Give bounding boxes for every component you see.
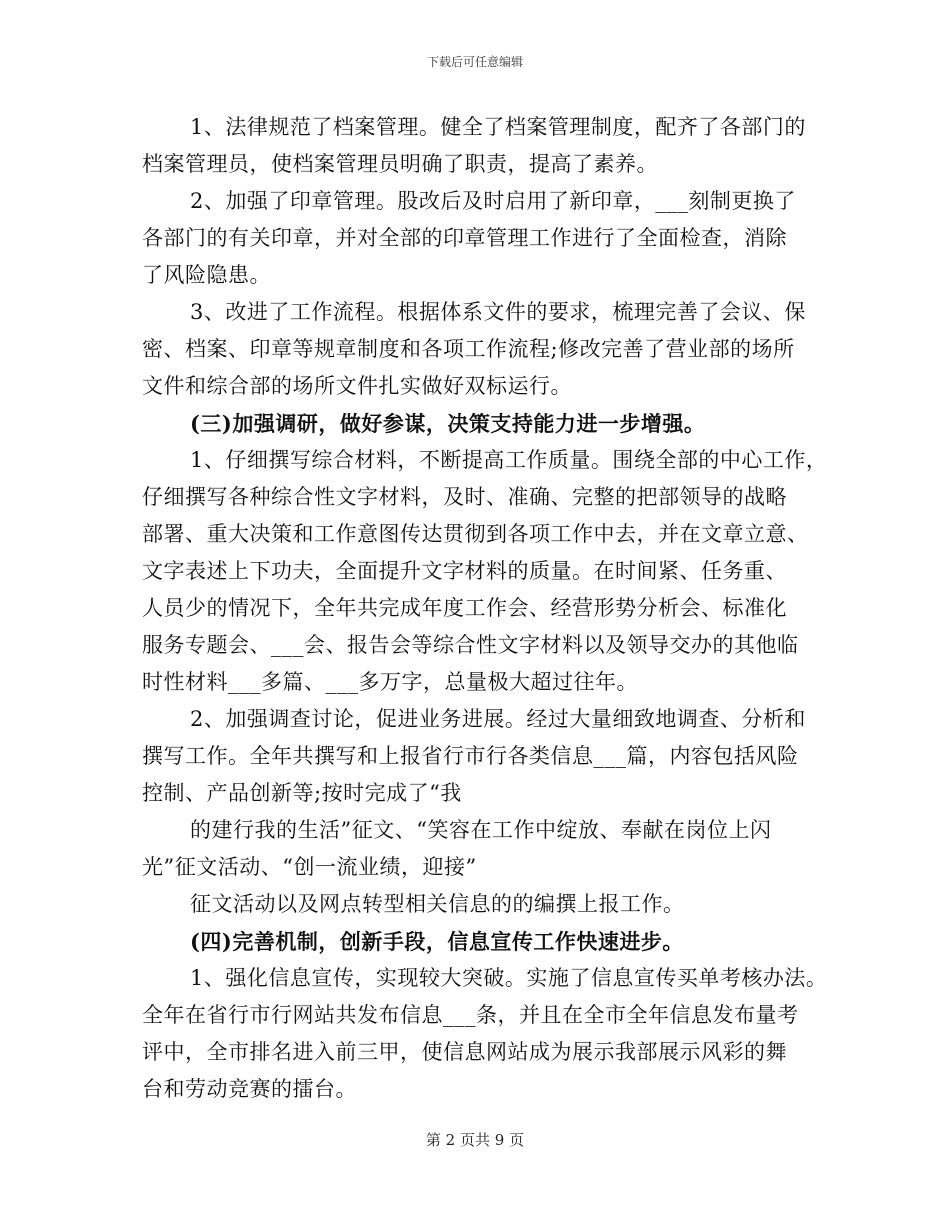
section-heading-line: (四)完善机制，创新手段，信息宣传工作快速进步。: [190, 929, 684, 954]
page-header: 下载后可任意编辑: [426, 55, 523, 69]
paragraph-line: 服务专题会、___会、报告会等综合性文字材料以及领导交办的其他临: [142, 633, 799, 657]
paragraph-line: 文件和综合部的场所文件扎实做好双标运行。: [142, 374, 572, 398]
paragraph-line: 了风险隐患。: [142, 263, 271, 287]
paragraph-line: 台和劳动竞赛的擂台。: [142, 1077, 357, 1101]
paragraph-line: 评中，全市排名进入前三甲，使信息网站成为展示我部展示风彩的舞: [142, 1040, 787, 1064]
page-footer: 第 2 页共 9 页: [425, 1131, 525, 1149]
section-heading-line: (三)加强调研，做好参谋，决策支持能力进一步增强。: [190, 411, 706, 436]
paragraph-line: 密、档案、印章等规章制度和各项工作流程;修改完善了营业部的场所: [142, 337, 795, 361]
paragraph-line: 1、法律规范了档案管理。健全了档案管理制度，配齐了各部门的: [190, 115, 806, 139]
paragraph-line: 人员少的情况下，全年共完成年度工作会、经营形势分析会、标准化: [142, 596, 787, 620]
paragraph-line: 2、加强了印章管理。股改后及时启用了新印章，___刻制更换了: [190, 189, 796, 213]
paragraph-line: 1、仔细撰写综合材料，不断提高工作质量。围绕全部的中心工作，: [190, 448, 828, 472]
paragraph-line: 的建行我的生活”征文、“笑容在工作中绽放、奉献在岗位上闪: [190, 818, 772, 842]
paragraph-line: 档案管理员，使档案管理员明确了职责，提高了素养。: [142, 152, 658, 176]
paragraph-line: 文字表述上下功夫，全面提升文字材料的质量。在时间紧、任务重、: [142, 559, 787, 583]
paragraph-line: 1、强化信息宣传，实现较大突破。实施了信息宣传买单考核办法。: [190, 966, 828, 990]
paragraph-line: 撰写工作。全年共撰写和上报省行市行各类信息___篇，内容包括风险: [142, 744, 799, 768]
paragraph-line: 征文活动以及网点转型相关信息的的编撰上报工作。: [190, 892, 685, 916]
paragraph-line: 全年在省行市行网站共发布信息___条，并且在全市全年信息发布量考: [142, 1003, 799, 1027]
paragraph-line: 时性材料___多篇、___多万字，总量极大超过往年。: [142, 670, 638, 694]
paragraph-line: 3、改进了工作流程。根据体系文件的要求，梳理完善了会议、保: [190, 300, 806, 324]
paragraph-line: 光”征文活动、“创一流业绩，迎接”: [142, 855, 477, 879]
paragraph-line: 各部门的有关印章，并对全部的印章管理工作进行了全面检查，消除: [142, 226, 787, 250]
paragraph-line: 2、加强调查讨论，促进业务进展。经过大量细致地调查、分析和: [190, 707, 806, 731]
paragraph-line: 仔细撰写各种综合性文字材料，及时、准确、完整的把部领导的战略: [142, 485, 787, 509]
paragraph-line: 控制、产品创新等;按时完成了“我: [142, 781, 462, 805]
document-body: [142, 109, 828, 1108]
paragraph-line: 部署、重大决策和工作意图传达贯彻到各项工作中去，并在文章立意、: [142, 522, 809, 546]
